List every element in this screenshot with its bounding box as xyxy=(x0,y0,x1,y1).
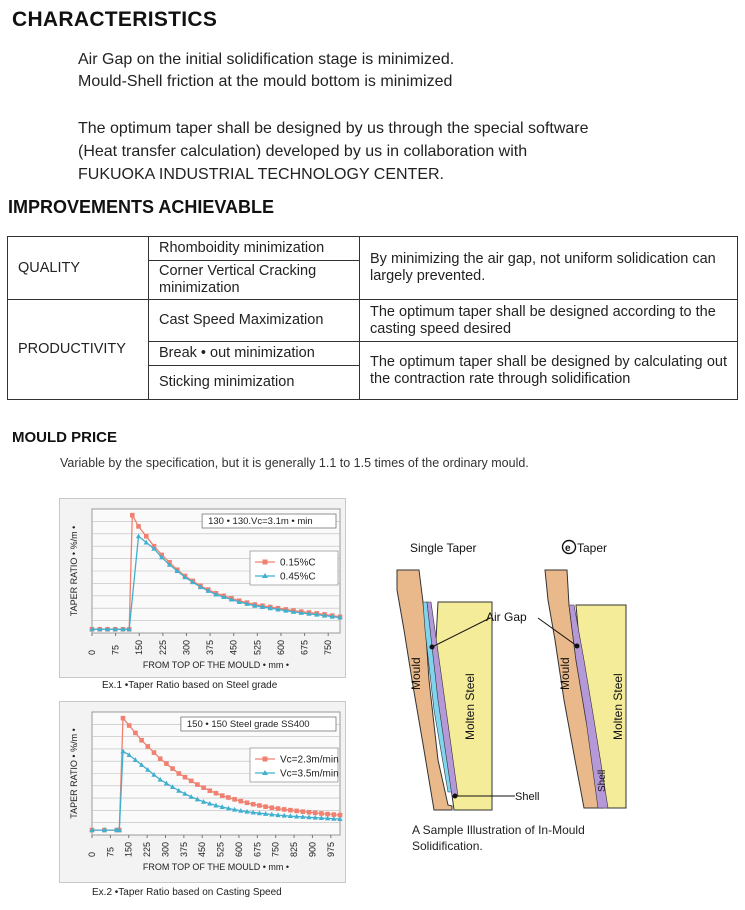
air-gap-label: Air Gap xyxy=(486,610,527,624)
x-tick-label: 150 xyxy=(123,841,134,857)
chart-title-box xyxy=(202,514,336,528)
illustration-caption-2: Solidification. xyxy=(412,839,483,853)
x-tick-label: 225 xyxy=(157,639,168,655)
char-line-3: The optimum taper shall be designed by us through the special software xyxy=(78,120,589,137)
data-point xyxy=(127,723,132,728)
corner-cracking-cell: Corner Vertical Cracking minimization xyxy=(149,261,360,300)
data-point xyxy=(263,804,268,809)
x-tick-label: 0 xyxy=(87,851,97,857)
e-taper-label: Taper xyxy=(577,541,608,555)
data-point xyxy=(144,534,149,539)
data-point xyxy=(201,785,206,790)
data-point xyxy=(136,524,141,529)
legend-marker xyxy=(263,560,268,565)
chart-2-frame xyxy=(59,701,346,883)
chart-1 xyxy=(60,499,345,677)
data-point xyxy=(319,811,324,816)
single-taper-label: Single Taper xyxy=(410,541,477,555)
data-point xyxy=(183,775,188,780)
data-point xyxy=(270,805,275,810)
breakout-cell: Break • out minimization xyxy=(149,342,360,366)
productivity-cell: PRODUCTIVITY xyxy=(8,300,149,400)
data-point xyxy=(139,738,144,743)
data-point xyxy=(158,756,163,761)
illustration-caption-1: A Sample Illustration of In-Mould xyxy=(412,823,585,837)
data-point xyxy=(177,771,182,776)
data-point xyxy=(294,809,299,814)
x-tick-label: 75 xyxy=(105,846,116,857)
right-mould-label: Mould xyxy=(558,657,572,690)
char-line-5: FUKUOKA INDUSTRIAL TECHNOLOGY CENTER. xyxy=(78,166,444,183)
characteristics-heading: CHARACTERISTICS xyxy=(12,8,218,31)
char-line-2: Mould-Shell friction at the mould bottom is minimized xyxy=(78,73,453,90)
x-tick-label: 975 xyxy=(325,841,336,857)
x-tick-label: 525 xyxy=(252,639,263,655)
x-tick-label: 750 xyxy=(270,841,281,857)
x-tick-label: 450 xyxy=(228,639,239,655)
data-point xyxy=(164,761,169,766)
data-point xyxy=(245,800,250,805)
data-point xyxy=(276,806,281,811)
data-point xyxy=(220,793,225,798)
data-point xyxy=(301,809,306,814)
data-point xyxy=(226,795,231,800)
data-point xyxy=(313,811,318,816)
x-tick-label: 450 xyxy=(197,841,208,857)
x-tick-label: 675 xyxy=(299,639,310,655)
x-tick-label: 375 xyxy=(178,841,189,857)
y-axis-label: TAPER RATIO • %/m • xyxy=(69,728,79,819)
data-point xyxy=(232,797,237,802)
cast-speed-desc-cell: The optimum taper shall be designed according to the casting speed desired xyxy=(360,300,738,342)
x-tick-label: 0 xyxy=(87,649,97,655)
legend-marker xyxy=(263,757,268,762)
data-point xyxy=(121,716,126,721)
quality-desc-cell: By minimizing the air gap, not uniform solidication can largely prevented. xyxy=(360,237,738,300)
left-mould-label: Mould xyxy=(409,657,423,690)
data-point xyxy=(195,782,200,787)
x-tick-label: 675 xyxy=(252,841,263,857)
solidification-illustration xyxy=(380,530,740,860)
data-point xyxy=(239,799,244,804)
data-point xyxy=(130,513,135,518)
chart-title: 130 • 130.Vc=3.1m • min xyxy=(208,516,313,527)
x-tick-label: 375 xyxy=(205,639,216,655)
chart-title: 150 • 150 Steel grade SS400 xyxy=(186,719,310,730)
x-tick-label: 225 xyxy=(142,841,153,857)
x-tick-label: 525 xyxy=(215,841,226,857)
data-point xyxy=(251,802,256,807)
chart-title-box xyxy=(181,717,336,731)
mould-price-heading: MOULD PRICE xyxy=(12,429,117,446)
x-tick-label: 300 xyxy=(160,841,171,857)
rhomboidity-cell: Rhomboidity minimization xyxy=(149,237,360,261)
chart-2 xyxy=(60,702,345,882)
data-point xyxy=(288,808,293,813)
chart-2-caption: Ex.2 •Taper Ratio based on Casting Speed xyxy=(92,887,282,898)
x-tick-label: 600 xyxy=(275,639,286,655)
x-tick-label: 600 xyxy=(233,841,244,857)
left-molten-label: Molten Steel xyxy=(463,673,477,740)
legend-label: 0.45%C xyxy=(280,571,316,583)
cast-speed-cell: Cast Speed Maximization xyxy=(149,300,360,342)
right-molten-label: Molten Steel xyxy=(611,673,625,740)
x-tick-label: 825 xyxy=(289,841,300,857)
x-tick-label: 750 xyxy=(323,639,334,655)
data-point xyxy=(307,810,312,815)
char-line-4: (Heat transfer calculation) developed by us in collaboration with xyxy=(78,143,528,160)
data-point xyxy=(170,766,175,771)
chart-1-frame xyxy=(59,498,346,678)
data-point xyxy=(282,807,287,812)
x-tick-label: 150 xyxy=(134,639,145,655)
data-point xyxy=(146,744,151,749)
improvements-table xyxy=(7,236,738,400)
data-point xyxy=(257,803,262,808)
x-tick-label: 75 xyxy=(110,644,121,655)
data-point xyxy=(208,788,213,793)
y-axis-label: TAPER RATIO • %/m • xyxy=(69,525,79,617)
sticking-cell: Sticking minimization xyxy=(149,366,360,400)
char-line-1: Air Gap on the initial solidification stage is minimized. xyxy=(78,51,455,68)
shell-label: Shell xyxy=(515,791,540,803)
right-shell-label: Shell xyxy=(597,769,608,792)
contraction-desc-cell: The optimum taper shall be designed by calculating out the contraction rate through solidification xyxy=(360,342,738,400)
quality-cell: QUALITY xyxy=(8,237,149,300)
x-tick-label: 900 xyxy=(307,841,318,857)
chart-1-caption: Ex.1 •Taper Ratio based on Steel grade xyxy=(102,680,278,691)
improvements-heading: IMPROVEMENTS ACHIEVABLE xyxy=(8,197,275,217)
data-point xyxy=(152,750,157,755)
legend-label: Vc=3.5m/min xyxy=(280,768,339,780)
x-axis-label: FROM TOP OF THE MOULD • mm • xyxy=(142,660,290,670)
data-point xyxy=(133,731,138,736)
legend-label: 0.15%C xyxy=(280,557,316,569)
x-axis-label: FROM TOP OF THE MOULD • mm • xyxy=(142,862,290,872)
mould-price-text: Variable by the specification, but it is generally 1.1 to 1.5 times of the ordinary mould. xyxy=(60,456,529,470)
data-point xyxy=(189,779,194,784)
x-tick-label: 300 xyxy=(181,639,192,655)
data-point xyxy=(214,791,219,796)
e-logo-letter: e xyxy=(565,543,571,554)
legend-label: Vc=2.3m/min xyxy=(280,754,339,766)
